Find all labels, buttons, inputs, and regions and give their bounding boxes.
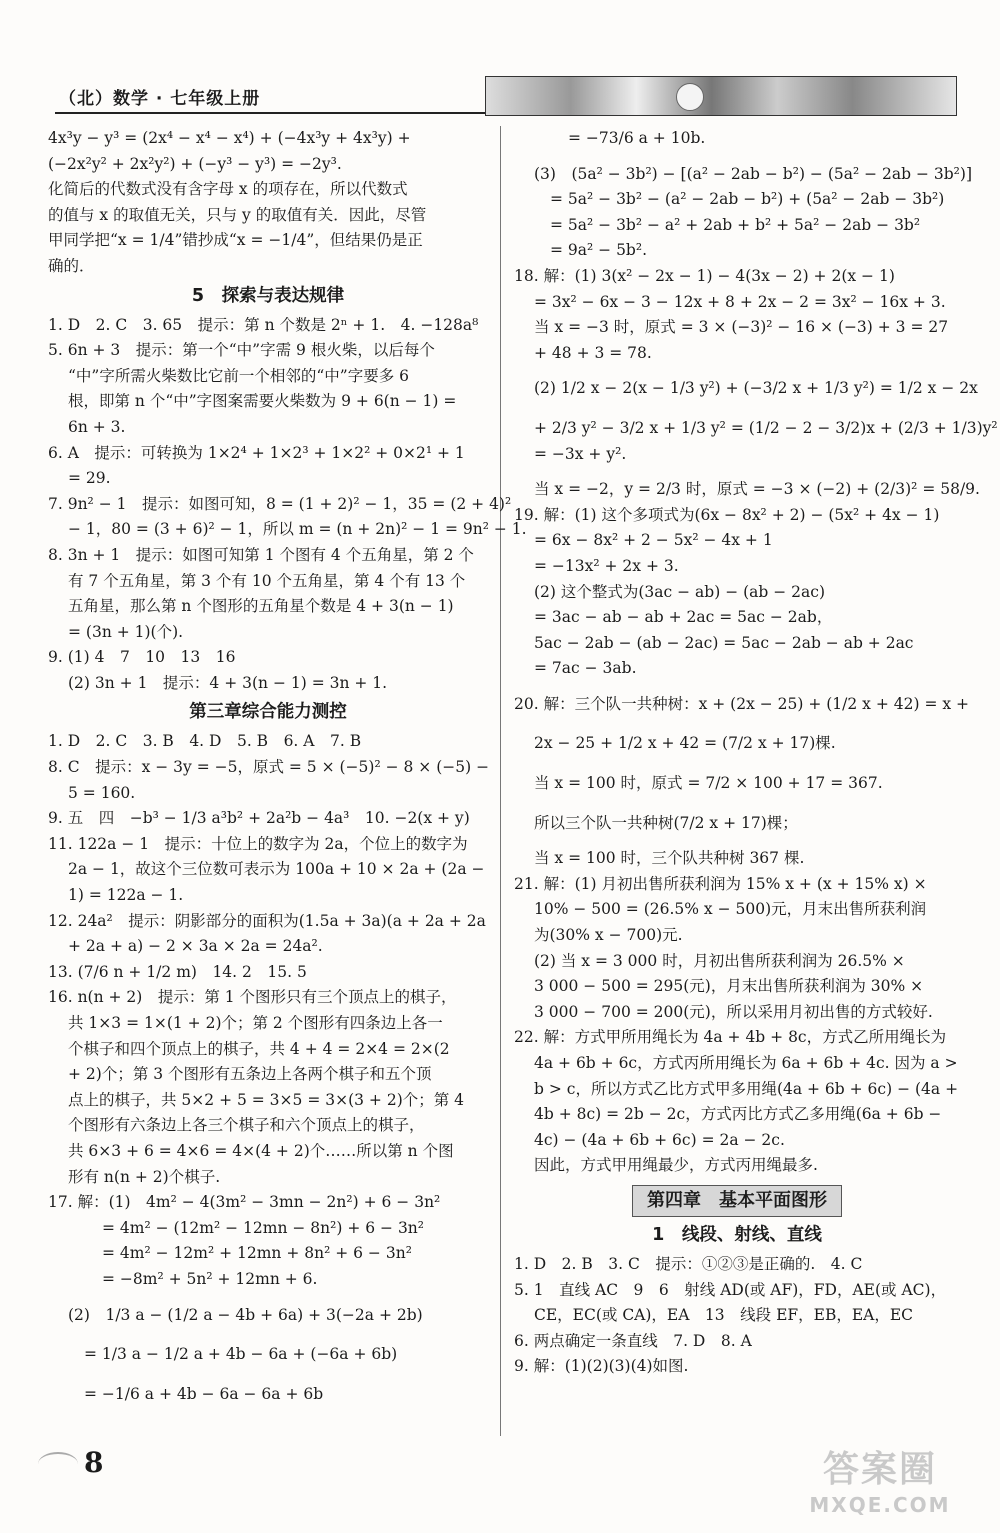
- text-line: + 2a + a) − 2 × 3a × 2a = 24a².: [68, 937, 323, 956]
- text-line: 有 7 个五角星，第 3 个有 10 个五角星，第 4 个有 13 个: [68, 571, 466, 590]
- text-line: 2x − 25 + 1/2 x + 42 = (7/2 x + 17)棵.: [534, 734, 836, 753]
- text-line: = 1/3 a − 1/2 a + 4b − 6a + (−6a + 6b): [84, 1345, 398, 1364]
- page-number-ornament: [38, 1452, 78, 1476]
- chapter-test-title: 第三章综合能力测控: [189, 702, 347, 723]
- text-line: 8. 3n + 1 提示：如图可知第 1 个图有 4 个五角星，第 2 个: [48, 545, 474, 564]
- text-line: 甲同学把“x = 1/4”错抄成“x = −1/4”，但结果仍是正: [48, 231, 423, 250]
- page-header: [55, 76, 955, 120]
- text-line: 5. 6n + 3 提示：第一个“中”字需 9 根火柴，以后每个: [48, 341, 435, 360]
- section-title: 5 探索与表达规律: [191, 285, 345, 306]
- text-line: 5. 1 直线 AC 9 6 射线 AD(或 AF)，FD，AE(或 AC)，: [514, 1280, 947, 1299]
- text-line: 形有 n(n + 2)个棋子.: [68, 1167, 221, 1186]
- text-line: 20. 解：三个队一共种树：x + (2x − 25) + (1/2 x + 42) = x +: [514, 694, 970, 713]
- text-line: 当 x = 100 时，原式 = 7/2 × 100 + 17 = 367.: [534, 774, 883, 793]
- text-line: 8. C 提示：x − 3y = −5，原式 = 5 × (−5)² − 8 × (−5) −: [48, 758, 490, 777]
- text-line: = −3x + y².: [534, 444, 627, 463]
- text-line: (2) 当 x = 3 000 时，月初出售所获利润为 26.5% ×: [534, 951, 905, 970]
- text-line: 五角星，那么第 n 个图形的五角星个数是 4 + 3(n − 1): [68, 597, 454, 616]
- text-line: 16. n(n + 2) 提示：第 1 个图形只有三个顶点上的棋子，: [48, 988, 457, 1007]
- text-line: = 3ac − ab − ab + 2ac = 5ac − 2ab，: [534, 608, 833, 627]
- text-line: = 5a² − 3b² − (a² − 2ab − b²) + (5a² − 2ab − 3b²): [550, 190, 945, 209]
- text-line: 18. 解：(1) 3(x² − 2x − 1) − 4(3x − 2) + 2(x − 1): [514, 266, 895, 285]
- text-line: − 1，80 = (3 + 6)² − 1，所以 m = (n + 2n)² − 1 = 9n² − 1.: [68, 520, 527, 539]
- text-line: = (3n + 1)(个).: [68, 622, 184, 641]
- chapter-banner: [514, 1185, 960, 1217]
- text-line: (−2x²y² + 2x²y²) + (−y³ − y³) = −2y³.: [48, 154, 342, 173]
- text-line: 2a − 1，故这个三位数可表示为 100a + 10 × 2a + (2a −: [68, 860, 485, 879]
- text-line: 19. 解：(1) 这个多项式为(6x − 8x² + 2) − (5x² + 4x − 1): [514, 505, 940, 524]
- text-line: + 2/3 y² − 3/2 x + 1/3 y² = (1/2 − 2 − 3/2)x + (2/3 + 1/3)y²: [534, 418, 998, 437]
- text-line: 4b + 8c) = 2b − 2c，方式丙比方式乙多用绳(6a + 6b −: [534, 1105, 942, 1124]
- text-line: 1. D 2. B 3. C 提示：①②③是正确的. 4. C: [514, 1254, 863, 1273]
- text-line: 个棋子和四个顶点上的棋子，共 4 + 4 = 2×4 = 2×(2: [68, 1039, 450, 1058]
- text-line: = −73/6 a + 10b.: [568, 129, 706, 147]
- text-line: = −13x² + 2x + 3.: [534, 556, 679, 575]
- text-line: 4c) − (4a + 6b + 6c) = 2a − 2c.: [534, 1130, 785, 1149]
- moon-icon: [676, 83, 704, 111]
- header-title: （北）数学 · 七年级上册: [59, 89, 261, 109]
- text-line: = 5a² − 3b² − a² + 2ab + b² + 5a² − 2ab − 3b²: [550, 215, 921, 234]
- text-line: 1) = 122a − 1.: [68, 886, 184, 905]
- text-line: 化简后的代数式没有含字母 x 的项存在，所以代数式: [48, 180, 408, 199]
- text-line: 13. (7/6 n + 1/2 m) 14. 2 15. 5: [48, 962, 307, 981]
- chapter-title: 第四章 基本平面图形: [632, 1185, 842, 1217]
- text-line: 当 x = 100 时，三个队共种树 367 棵.: [534, 849, 805, 868]
- text-line: 共 6×3 + 6 = 4×6 = 4×(4 + 2)个……所以第 n 个图: [68, 1141, 454, 1160]
- text-line: 11. 122a − 1 提示：十位上的数字为 2a，个位上的数字为: [48, 834, 468, 853]
- text-line: = 4m² − 12m² + 12mn + 8n² + 6 − 3n²: [102, 1244, 412, 1263]
- section-title: 1 线段、射线、直线: [652, 1224, 822, 1245]
- text-line: 3 000 − 500 = 295(元)，月末出售所获利润为 30% ×: [534, 977, 924, 996]
- text-line: (2) 1/2 x − 2(x − 1/3 y²) + (−3/2 x + 1/3 y²) = 1/2 x − 2x: [534, 379, 978, 398]
- text-line: 4x³y − y³ = (2x⁴ − x⁴ − x⁴) + (−4x³y + 4x³y) +: [48, 129, 411, 147]
- text-line: 的值与 x 的取值无关，只与 y 的取值有关．因此，尽管: [48, 205, 427, 224]
- watermark-text-cn: 答案圈: [822, 1449, 937, 1490]
- text-line: 1. D 2. C 3. B 4. D 5. B 6. A 7. B: [48, 732, 362, 751]
- text-line: CE，EC(或 CA)，EA 13 线段 EF，EB，EA，EC: [534, 1306, 914, 1325]
- column-divider: [500, 126, 501, 1436]
- text-line: 所以三个队一共种树(7/2 x + 17)棵；: [534, 813, 798, 832]
- text-line: + 2)个；第 3 个图形有五条边上各两个棋子和五个顶: [68, 1065, 432, 1084]
- text-line: = 7ac − 3ab.: [534, 659, 637, 678]
- text-line: 为(30% x − 700)元.: [534, 926, 683, 945]
- page-number: 8: [84, 1446, 104, 1479]
- text-line: = 29.: [68, 469, 111, 488]
- text-line: 根，即第 n 个“中”字图案需要火柴数为 9 + 6(n − 1) =: [68, 392, 457, 411]
- text-line: 6. A 提示：可转换为 1×2⁴ + 1×2³ + 1×2² + 0×2¹ + 1: [48, 443, 465, 462]
- text-line: 9. (1) 4 7 10 13 16: [48, 648, 236, 667]
- text-line: 当 x = −2，y = 2/3 时，原式 = −3 × (−2) + (2/3)² = 58/9.: [534, 480, 980, 499]
- text-line: (2) 1/3 a − (1/2 a − 4b + 6a) + 3(−2a + 2b): [68, 1305, 423, 1324]
- text-line: = 3x² − 6x − 3 − 12x + 8 + 2x − 2 = 3x² − 16x + 3.: [534, 292, 946, 311]
- text-line: 1. D 2. C 3. 65 提示：第 n 个数是 2ⁿ + 1. 4. −128a⁸: [48, 315, 479, 334]
- text-line: = 9a² − 5b².: [550, 241, 647, 260]
- text-line: 21. 解：(1) 月初出售所获利润为 15% x + (x + 15% x) ×: [514, 874, 927, 893]
- text-line: 5 = 160.: [68, 783, 136, 802]
- left-column: [48, 126, 527, 1407]
- text-line: 共 1×3 = 1×(1 + 2)个；第 2 个图形有四条边上各一: [68, 1014, 443, 1032]
- watermark-text-en: MXQE.COM: [809, 1493, 951, 1517]
- text-line: 点上的棋子，共 5×2 + 5 = 3×5 = 3×(3 + 2)个；第 4: [68, 1090, 465, 1109]
- text-line: 22. 解：方式甲所用绳长为 4a + 4b + 8c，方式乙所用绳长为: [514, 1028, 947, 1047]
- text-line: b > c，所以方式乙比方式甲多用绳(4a + 6b + 6c) − (4a +: [534, 1079, 959, 1098]
- right-column: [514, 126, 998, 1380]
- text-line: “中”字所需火柴数比它前一个相邻的“中”字要多 6: [68, 366, 409, 385]
- text-line: 因此，方式甲用绳最少，方式丙用绳最多.: [534, 1156, 818, 1175]
- text-line: 7. 9n² − 1 提示：如图可知，8 = (1 + 2)² − 1，35 = (2 + 4)²: [48, 494, 512, 513]
- text-line: 6n + 3.: [68, 417, 126, 436]
- text-line: + 48 + 3 = 78.: [534, 343, 652, 362]
- text-line: = 4m² − (12m² − 12mn − 8n²) + 6 − 3n²: [102, 1218, 425, 1237]
- text-line: 9. 解：(1)(2)(3)(4)如图.: [514, 1357, 689, 1376]
- header-rule: [55, 112, 485, 114]
- watermark-logo: [800, 1448, 960, 1528]
- text-line: 9. 五 四 −b³ − 1/3 a³b² + 2a²b − 4a³ 10. −2(x + y): [48, 809, 470, 828]
- text-line: = −8m² + 5n² + 12mn + 6.: [102, 1269, 318, 1288]
- header-ink-painting: [485, 76, 957, 116]
- text-line: 6. 两点确定一条直线 7. D 8. A: [514, 1331, 752, 1350]
- text-line: 4a + 6b + 6c，方式丙所用绳长为 6a + 6b + 4c. 因为 a >: [534, 1054, 958, 1072]
- text-line: 5ac − 2ab − (ab − 2ac) = 5ac − 2ab − ab + 2ac: [534, 633, 914, 652]
- text-line: 个图形有六条边上各三个棋子和六个顶点上的棋子，: [68, 1116, 425, 1135]
- text-line: (2) 这个整式为(3ac − ab) − (ab − 2ac): [534, 582, 825, 601]
- text-line: = −1/6 a + 4b − 6a − 6a + 6b: [84, 1384, 324, 1403]
- text-line: 17. 解：(1) 4m² − 4(3m² − 3mn − 2n²) + 6 − 3n²: [48, 1193, 441, 1212]
- text-line: = 6x − 8x² + 2 − 5x² − 4x + 1: [534, 531, 773, 550]
- text-line: 10% − 500 = (26.5% x − 500)元，月末出售所获利润: [534, 900, 927, 919]
- text-line: 12. 24a² 提示：阴影部分的面积为(1.5a + 3a)(a + 2a + 2a: [48, 911, 486, 930]
- text-line: (3) (5a² − 3b²) − [(a² − 2ab − b²) − (5a² − 2ab − 3b²)]: [534, 164, 972, 183]
- text-line: (2) 3n + 1 提示：4 + 3(n − 1) = 3n + 1.: [68, 673, 388, 692]
- text-line: 确的．: [48, 256, 95, 275]
- text-line: 当 x = −3 时，原式 = 3 × (−3)² − 16 × (−3) + 3 = 27: [534, 318, 949, 337]
- text-line: 3 000 − 700 = 200(元)，所以采用月初出售的方式较好.: [534, 1002, 933, 1021]
